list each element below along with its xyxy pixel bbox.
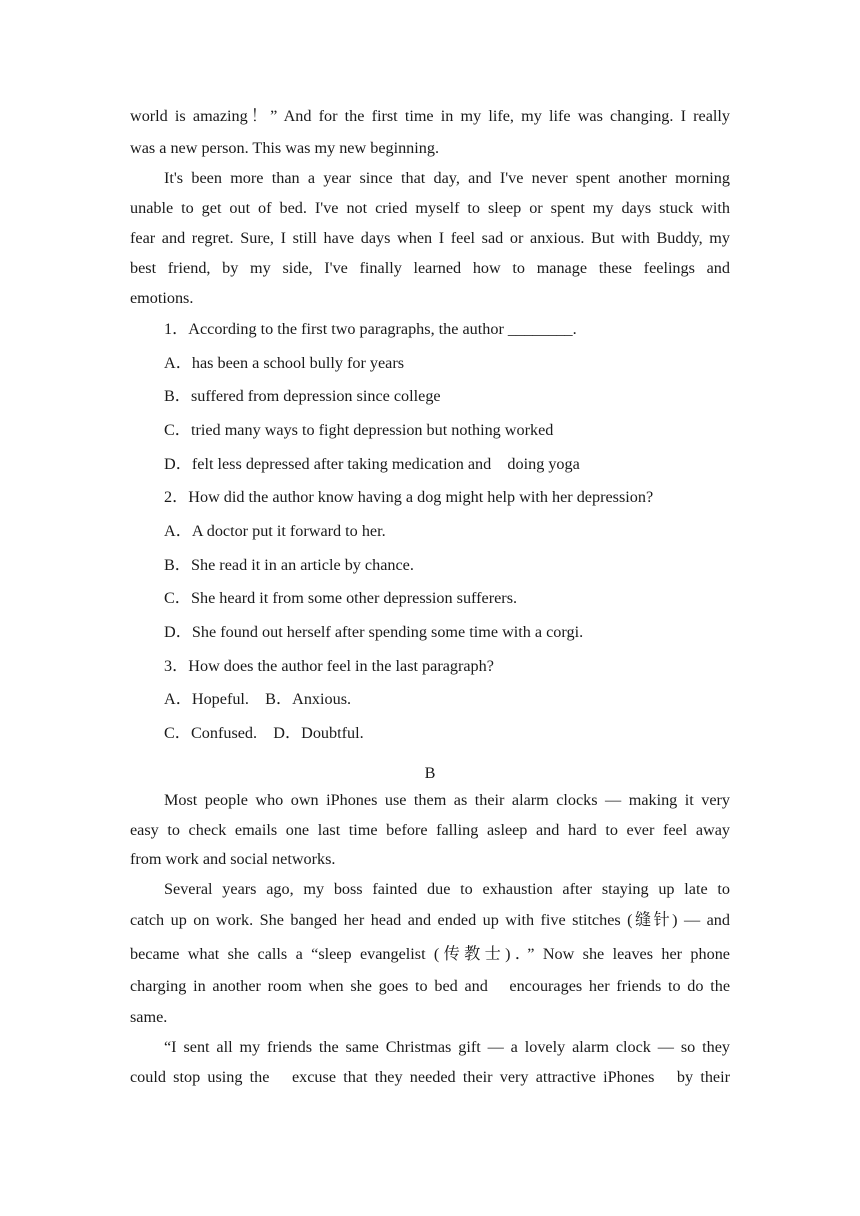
paragraph-line: It's been more than a year since that day, and I've never spent another morning	[164, 169, 730, 187]
paragraph-line: was a new person. This was my new beginning.	[130, 139, 440, 157]
paragraph-line: same.	[130, 1008, 168, 1026]
answer-option: B．She read it in an article by chance.	[164, 556, 414, 574]
answer-option: D．felt less depressed after taking medication and doing yoga	[164, 455, 580, 473]
paragraph-line: from work and social networks.	[130, 850, 336, 868]
paragraph-line: world is amazing！” And for the first time in my life, my life was changing. I really	[130, 107, 730, 125]
paragraph-line: best friend, by my side, I've finally learned how to manage these feelings and	[130, 259, 730, 277]
paragraph-line: catch up on work. She banged her head and ended up with five stitches (缝针) — and	[130, 911, 730, 929]
paragraph-line: charging in another room when she goes to bed and encourages her friends to do the	[130, 977, 730, 995]
paragraph-line: fear and regret. Sure, I still have days when I feel sad or anxious. But with Buddy, my	[130, 229, 730, 247]
answer-option: C．Confused. D．Doubtful.	[164, 724, 364, 742]
answer-option: C．She heard it from some other depression sufferers.	[164, 589, 518, 607]
answer-option: A．has been a school bully for years	[164, 354, 405, 372]
paragraph-line: unable to get out of bed. I've not cried myself to sleep or spent my days stuck with	[130, 199, 730, 217]
paragraph-line: became what she calls a “sleep evangelist (传教士)．” Now she leaves her phone	[130, 945, 730, 963]
question-stem: 2．How did the author know having a dog might help with her depression?	[164, 488, 654, 506]
answer-option: C．tried many ways to fight depression but nothing worked	[164, 421, 554, 439]
paragraph-line: easy to check emails one last time before falling asleep and hard to ever feel away	[130, 821, 730, 839]
question-stem: 1．According to the first two paragraphs, the author ________.	[164, 320, 577, 338]
paragraph-line: could stop using the excuse that they needed their very attractive iPhones by their	[130, 1068, 730, 1086]
section-heading: B	[424, 764, 436, 782]
answer-option: A．Hopeful. B．Anxious.	[164, 690, 352, 708]
question-stem: 3．How does the author feel in the last paragraph?	[164, 657, 494, 675]
answer-option: A．A doctor put it forward to her.	[164, 522, 386, 540]
paragraph-line: Several years ago, my boss fainted due to exhaustion after staying up late to	[164, 880, 730, 898]
paragraph-line: Most people who own iPhones use them as their alarm clocks — making it very	[164, 791, 730, 809]
paragraph-line: “I sent all my friends the same Christmas gift — a lovely alarm clock — so they	[164, 1038, 730, 1056]
answer-option: B．suffered from depression since college	[164, 387, 441, 405]
answer-option: D．She found out herself after spending some time with a corgi.	[164, 623, 584, 641]
paragraph-line: emotions.	[130, 289, 194, 307]
